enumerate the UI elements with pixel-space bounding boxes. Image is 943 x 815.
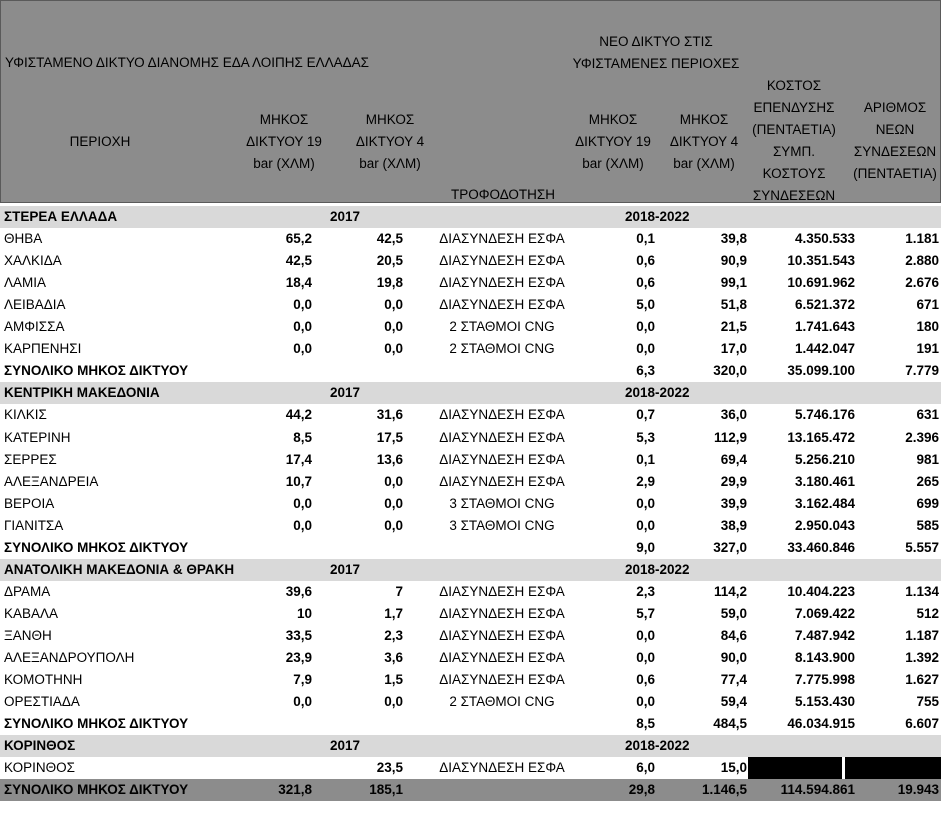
new-connections: 191 [916, 341, 939, 356]
section-name: ΣΤΕΡΕΑ ΕΛΛΑΔΑ [4, 209, 118, 224]
existing-len4: 0,0 [384, 341, 403, 356]
region-name: ΒΕΡΟΙΑ [4, 496, 55, 511]
grand-existing-len19: 321,8 [278, 782, 312, 797]
existing-len19: 0,0 [293, 496, 312, 511]
existing-len19: 0,0 [293, 694, 312, 709]
section-year-existing: 2017 [330, 209, 361, 224]
table-row [0, 691, 941, 713]
redacted-cost-cell [748, 757, 842, 779]
header-title: ΥΦΙΣΤΑΜΕΝΟ ΔΙΚΤΥΟ ΔΙΑΝΟΜΗΣ ΕΔΑ ΛΟΙΠΗΣ ΕΛΛΑΔΑΣ [5, 55, 370, 70]
new-connections: 2.676 [905, 275, 939, 290]
investment-cost: 3.162.484 [794, 496, 855, 511]
new-network-line2: ΥΦΙΣΤΑΜΕΝΕΣ ΠΕΡΙΟΧΕΣ [572, 56, 740, 71]
new-len19: 0,1 [636, 452, 655, 467]
existing-len4: 31,6 [376, 407, 403, 422]
grand-new-len19: 29,8 [628, 782, 655, 797]
grand-total-label: ΣΥΝΟΛΙΚΟ ΜΗΚΟΣ ΔΙΚΤΥΟΥ [4, 782, 189, 797]
existing-len19: 17,4 [285, 452, 312, 467]
section-total-row [0, 713, 941, 735]
table-row [0, 272, 941, 294]
section-name: ΑΝΑΤΟΛΙΚΗ ΜΑΚΕΔΟΝΙΑ & ΘΡΑΚΗ [4, 562, 235, 577]
new-connections: 585 [916, 518, 939, 533]
region-name: ΑΛΕΞΑΝΔΡΟΥΠΟΛΗ [4, 650, 135, 665]
feed-type: ΔΙΑΣΥΝΔΕΣΗ ΕΣΦΑ [439, 297, 565, 312]
existing-len4: 1,5 [384, 672, 403, 687]
existing-len19: 33,5 [285, 628, 312, 643]
table-row [0, 228, 941, 250]
existing-len4: 13,6 [376, 452, 403, 467]
table-row [0, 316, 941, 338]
new-len19: 0,0 [636, 341, 655, 356]
total-new-len4: 484,5 [713, 716, 747, 731]
table-row [0, 581, 941, 603]
new-len19: 6,0 [636, 760, 655, 775]
new-len19: 0,7 [636, 407, 655, 422]
feed-type: ΔΙΑΣΥΝΔΕΣΗ ΕΣΦΑ [439, 672, 565, 687]
existing-len19: 65,2 [285, 231, 312, 246]
new-len19: 0,0 [636, 518, 655, 533]
existing-len19: 10 [296, 606, 312, 621]
existing-len4: 0,0 [384, 694, 403, 709]
investment-cost: 2.950.043 [794, 518, 855, 533]
table-row [0, 757, 941, 779]
new-len19: 5,7 [636, 606, 655, 621]
total-new-len4: 327,0 [713, 540, 747, 555]
count-l3: ΣΥΝΔΕΣΕΩΝ [853, 144, 937, 159]
feed-type: 2 ΣΤΑΘΜΟΙ CNG [449, 319, 555, 334]
new-connections: 265 [916, 474, 939, 489]
investment-cost: 5.746.176 [794, 407, 855, 422]
new-len19: 5,0 [636, 297, 655, 312]
investment-cost: 5.153.430 [794, 694, 855, 709]
region-name: ΚΑΒΑΛΑ [4, 606, 59, 621]
investment-cost: 7.069.422 [794, 606, 855, 621]
table-row [0, 427, 941, 449]
region-name: ΑΜΦΙΣΣΑ [4, 319, 65, 334]
new-connections: 699 [916, 496, 939, 511]
new-len4: 17,0 [720, 341, 747, 356]
len4b-l1: ΜΗΚΟΣ [679, 112, 729, 127]
section-year-new: 2018-2022 [625, 562, 690, 577]
total-label: ΣΥΝΟΛΙΚΟ ΜΗΚΟΣ ΔΙΚΤΥΟΥ [4, 540, 189, 555]
existing-len19: 8,5 [293, 430, 312, 445]
feed-header: ΤΡΟΦΟΔΟΤΗΣΗ [450, 187, 556, 202]
region-name: ΚΙΛΚΙΣ [4, 407, 47, 422]
existing-len4: 23,5 [376, 760, 403, 775]
new-len4: 39,9 [720, 496, 747, 511]
new-len4: 51,8 [720, 297, 747, 312]
existing-len4: 0,0 [384, 474, 403, 489]
new-len4: 29,9 [720, 474, 747, 489]
new-connections: 631 [916, 407, 939, 422]
new-len4: 69,4 [720, 452, 747, 467]
new-len19: 2,9 [636, 474, 655, 489]
feed-type: ΔΙΑΣΥΝΔΕΣΗ ΕΣΦΑ [439, 606, 565, 621]
investment-cost: 3.180.461 [794, 474, 855, 489]
table-row [0, 603, 941, 625]
new-len19: 0,6 [636, 253, 655, 268]
new-connections: 1.134 [905, 584, 939, 599]
investment-cost: 8.143.900 [794, 650, 855, 665]
cost-l3: (ΠΕΝΤΑΕΤΙΑ) [752, 122, 836, 137]
new-network-line1: ΝΕΟ ΔΙΚΤΥΟ ΣΤΙΣ [599, 34, 713, 49]
region-name: ΛΑΜΙΑ [4, 275, 47, 290]
len4b-l2: ΔΙΚΤΥΟΥ 4 [669, 134, 739, 149]
feed-type: 3 ΣΤΑΘΜΟΙ CNG [449, 496, 555, 511]
investment-cost: 10.691.962 [787, 275, 855, 290]
total-cost: 33.460.846 [787, 540, 855, 555]
total-new-len19: 6,3 [636, 363, 655, 378]
table-row [0, 647, 941, 669]
existing-len4: 0,0 [384, 319, 403, 334]
region-name: ΑΛΕΞΑΝΔΡΕΙΑ [4, 474, 99, 489]
investment-cost: 1.741.643 [794, 319, 855, 334]
grand-existing-len4: 185,1 [369, 782, 403, 797]
feed-type: ΔΙΑΣΥΝΔΕΣΗ ΕΣΦΑ [439, 760, 565, 775]
grand-cost: 114.594.861 [780, 782, 855, 797]
existing-len19: 0,0 [293, 297, 312, 312]
existing-len4: 0,0 [384, 496, 403, 511]
new-len4: 36,0 [720, 407, 747, 422]
existing-len19: 7,9 [293, 672, 312, 687]
region-name: ΣΕΡΡΕΣ [4, 452, 57, 467]
new-len4: 59,0 [720, 606, 747, 621]
total-new-len19: 8,5 [636, 716, 655, 731]
section-year-new: 2018-2022 [625, 209, 690, 224]
len19b-l1: ΜΗΚΟΣ [588, 112, 638, 127]
region-name: ΚΑΤΕΡΙΝΗ [4, 430, 71, 445]
section-year-new: 2018-2022 [625, 738, 690, 753]
redacted-count-cell [845, 757, 941, 779]
table-row [0, 294, 941, 316]
new-len4: 21,5 [720, 319, 747, 334]
investment-cost: 10.351.543 [787, 253, 855, 268]
region-name: ΘΗΒΑ [4, 231, 43, 246]
investment-cost: 6.521.372 [794, 297, 855, 312]
new-connections: 512 [916, 606, 939, 621]
region-name: ΚΑΡΠΕΝΗΣΙ [4, 341, 82, 356]
existing-len4: 0,0 [384, 518, 403, 533]
len19-l3: bar (ΧΛΜ) [253, 156, 315, 171]
len19b-l2: ΔΙΚΤΥΟΥ 19 [575, 134, 651, 149]
table-row [0, 625, 941, 647]
existing-len4: 3,6 [384, 650, 403, 665]
investment-cost: 10.404.223 [787, 584, 855, 599]
len4-l3: bar (ΧΛΜ) [359, 156, 421, 171]
len4-new-header [660, 109, 748, 175]
count-l2: ΝΕΩΝ [875, 122, 915, 137]
region-name: ΓΙΑΝΙΤΣΑ [4, 518, 64, 533]
existing-len19: 39,6 [285, 584, 312, 599]
existing-len19: 23,9 [285, 650, 312, 665]
len4-existing-header [346, 109, 434, 175]
new-connections: 981 [916, 452, 939, 467]
region-name: ΟΡΕΣΤΙΑΔΑ [4, 694, 80, 709]
total-label: ΣΥΝΟΛΙΚΟ ΜΗΚΟΣ ΔΙΚΤΥΟΥ [4, 716, 189, 731]
region-name: ΧΑΛΚΙΔΑ [4, 253, 62, 268]
cost-l2: ΕΠΕΝΔΥΣΗΣ [753, 100, 835, 115]
feed-type: ΔΙΑΣΥΝΔΕΣΗ ΕΣΦΑ [439, 584, 565, 599]
table-row [0, 338, 941, 360]
new-len19: 0,0 [636, 628, 655, 643]
region-name: ΔΡΑΜΑ [4, 584, 51, 599]
existing-len4: 0,0 [384, 297, 403, 312]
existing-len4: 17,5 [376, 430, 403, 445]
total-label: ΣΥΝΟΛΙΚΟ ΜΗΚΟΣ ΔΙΚΤΥΟΥ [4, 363, 189, 378]
new-connections: 180 [916, 319, 939, 334]
new-len19: 0,1 [636, 231, 655, 246]
new-len4: 99,1 [720, 275, 747, 290]
new-connections: 755 [916, 694, 939, 709]
total-connections: 7.779 [905, 363, 939, 378]
region-header: ΠΕΡΙΟΧΗ [69, 134, 131, 149]
len4-l2: ΔΙΚΤΥΟΥ 4 [355, 134, 425, 149]
new-len19: 0,0 [636, 496, 655, 511]
investment-cost: 4.350.533 [794, 231, 855, 246]
feed-type: 2 ΣΤΑΘΜΟΙ CNG [449, 341, 555, 356]
existing-len19: 10,7 [285, 474, 312, 489]
section-year-new: 2018-2022 [625, 385, 690, 400]
cost-l6: ΣΥΝΔΕΣΕΩΝ [752, 188, 836, 203]
total-cost: 35.099.100 [787, 363, 855, 378]
new-len4: 59,4 [720, 694, 747, 709]
new-connections: 671 [916, 297, 939, 312]
existing-len19: 18,4 [285, 275, 312, 290]
new-connections: 1.392 [905, 650, 939, 665]
new-len4: 112,9 [713, 430, 747, 445]
new-len19: 2,3 [636, 584, 655, 599]
investment-cost: 7.775.998 [794, 672, 855, 687]
existing-len19: 42,5 [285, 253, 312, 268]
table-row [0, 404, 941, 426]
total-connections: 5.557 [905, 540, 939, 555]
len19-l2: ΔΙΚΤΥΟΥ 19 [246, 134, 322, 149]
count-header [847, 97, 943, 185]
new-len4: 90,0 [720, 650, 747, 665]
cost-l5: ΚΟΣΤΟΥΣ [762, 166, 826, 181]
investment-cost: 1.442.047 [794, 341, 855, 356]
feed-type: ΔΙΑΣΥΝΔΕΣΗ ΕΣΦΑ [439, 474, 565, 489]
cost-l1: ΚΟΣΤΟΣ [766, 78, 822, 93]
table-row [0, 471, 941, 493]
existing-len19: 0,0 [293, 518, 312, 533]
new-len19: 0,0 [636, 319, 655, 334]
table-row [0, 449, 941, 471]
feed-type: ΔΙΑΣΥΝΔΕΣΗ ΕΣΦΑ [439, 430, 565, 445]
new-len19: 0,0 [636, 650, 655, 665]
grand-total-row [0, 779, 941, 801]
feed-type: 3 ΣΤΑΘΜΟΙ CNG [449, 518, 555, 533]
len19-l1: ΜΗΚΟΣ [259, 112, 309, 127]
new-len4: 39,8 [720, 231, 747, 246]
existing-len4: 20,5 [376, 253, 403, 268]
feed-type: ΔΙΑΣΥΝΔΕΣΗ ΕΣΦΑ [439, 628, 565, 643]
region-name: ΞΑΝΘΗ [4, 628, 52, 643]
new-len4: 114,2 [713, 584, 747, 599]
total-connections: 6.607 [905, 716, 939, 731]
new-connections: 1.187 [905, 628, 939, 643]
table-row [0, 669, 941, 691]
len19b-l3: bar (ΧΛΜ) [582, 156, 644, 171]
table-row [0, 515, 941, 537]
section-header-row [0, 382, 941, 404]
new-network-heading [561, 31, 751, 75]
feed-type: ΔΙΑΣΥΝΔΕΣΗ ΕΣΦΑ [439, 231, 565, 246]
existing-len4: 2,3 [384, 628, 403, 643]
total-new-len19: 9,0 [636, 540, 655, 555]
count-l1: ΑΡΙΘΜΟΣ [863, 100, 927, 115]
section-header-row [0, 559, 941, 581]
section-header-row [0, 735, 941, 757]
new-connections: 2.880 [905, 253, 939, 268]
total-new-len4: 320,0 [713, 363, 747, 378]
new-len4: 38,9 [720, 518, 747, 533]
section-header-row [0, 206, 941, 228]
cost-header [745, 75, 843, 207]
feed-type: ΔΙΑΣΥΝΔΕΣΗ ΕΣΦΑ [439, 650, 565, 665]
len19-new-header [568, 109, 658, 175]
section-year-existing: 2017 [330, 562, 361, 577]
section-year-existing: 2017 [330, 385, 361, 400]
new-len4: 77,4 [720, 672, 747, 687]
investment-cost: 7.487.942 [794, 628, 855, 643]
section-name: ΚΕΝΤΡΙΚΗ ΜΑΚΕΔΟΝΙΑ [4, 385, 160, 400]
investment-cost: 13.165.472 [787, 430, 855, 445]
existing-len19: 0,0 [293, 341, 312, 356]
existing-len4: 42,5 [376, 231, 403, 246]
region-name: ΛΕΙΒΑΔΙΑ [4, 297, 66, 312]
investment-cost: 5.256.210 [794, 452, 855, 467]
existing-len4: 19,8 [376, 275, 403, 290]
existing-len4: 1,7 [384, 606, 403, 621]
new-len19: 0,0 [636, 694, 655, 709]
len4-l1: ΜΗΚΟΣ [365, 112, 415, 127]
len19-existing-header [239, 109, 329, 175]
feed-type: ΔΙΑΣΥΝΔΕΣΗ ΕΣΦΑ [439, 253, 565, 268]
table-row [0, 250, 941, 272]
region-name: ΚΟΜΟΤΗΝΗ [4, 672, 83, 687]
existing-len19: 0,0 [293, 319, 312, 334]
feed-type: ΔΙΑΣΥΝΔΕΣΗ ΕΣΦΑ [439, 275, 565, 290]
region-name: ΚΟΡΙΝΘΟΣ [4, 760, 75, 775]
new-len19: 0,6 [636, 672, 655, 687]
count-l4: (ΠΕΝΤΑΕΤΙΑ) [853, 166, 937, 181]
cost-l4: ΣΥΜΠ. [772, 144, 816, 159]
grand-connections: 19.943 [897, 782, 939, 797]
new-len19: 0,6 [636, 275, 655, 290]
new-connections: 2.396 [905, 430, 939, 445]
existing-len19: 44,2 [285, 407, 312, 422]
feed-type: ΔΙΑΣΥΝΔΕΣΗ ΕΣΦΑ [439, 452, 565, 467]
new-len4: 90,9 [720, 253, 747, 268]
feed-type: 2 ΣΤΑΘΜΟΙ CNG [449, 694, 555, 709]
new-len4: 84,6 [720, 628, 747, 643]
table-row [0, 493, 941, 515]
len4b-l3: bar (ΧΛΜ) [673, 156, 735, 171]
section-total-row [0, 537, 941, 559]
grand-new-len4: 1.146,5 [701, 782, 747, 797]
feed-type: ΔΙΑΣΥΝΔΕΣΗ ΕΣΦΑ [439, 407, 565, 422]
new-len19: 5,3 [636, 430, 655, 445]
new-connections: 1.627 [905, 672, 939, 687]
section-name: ΚΟΡΙΝΘΟΣ [4, 738, 76, 753]
section-year-existing: 2017 [330, 738, 361, 753]
existing-len4: 7 [395, 584, 403, 599]
new-len4: 15,0 [720, 760, 747, 775]
section-total-row [0, 360, 941, 382]
new-connections: 1.181 [905, 231, 939, 246]
total-cost: 46.034.915 [787, 716, 855, 731]
table-header [0, 0, 941, 203]
